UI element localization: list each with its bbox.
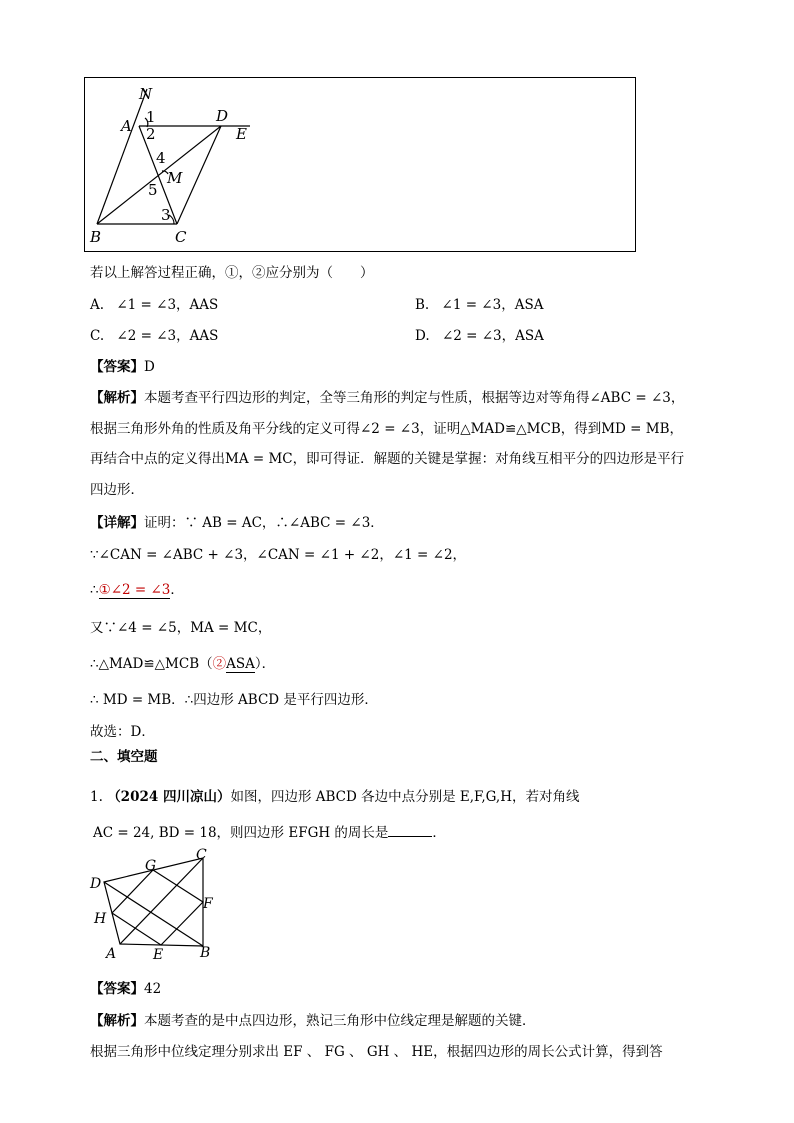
label-5: 5 [148, 181, 158, 199]
detail-1-blank-1: ①∠2 = ∠3 [98, 582, 171, 598]
analysis-1-line-4: 四边形． [90, 482, 144, 498]
detail-1-line-6: ∴ MD = MB．∴四边形 ABCD 是平行四边形． [90, 692, 378, 708]
detail-1-blank-2: ASA [226, 656, 255, 672]
label-a: A [121, 117, 132, 135]
label-a2: A [106, 946, 117, 962]
label-g2: G [145, 858, 157, 874]
section-2-title: 二、填空题 [90, 749, 158, 765]
problem-1-period: ． [432, 825, 446, 841]
label-n: N [139, 85, 153, 103]
problem-1-text-1: 如图，四边形 ABCD 各边中点分别是 E,F,G,H，若对角线 [230, 789, 580, 805]
option-a-text: ∠1 = ∠3，AAS [116, 297, 219, 313]
analysis-1-line-2: 根据三角形外角的性质及角平分线的定义可得∠2 = ∠3，证明△MAD≌△MCB，得到MD = MB， [90, 421, 684, 437]
detail-1-line-5 [90, 652, 275, 673]
analysis-2-line-1 [90, 1009, 536, 1029]
problem-1-text-2: AC = 24, BD = 18，则四边形 EFGH 的周长是 [93, 825, 389, 841]
option-a[interactable] [90, 293, 218, 313]
option-a-letter: A. [90, 297, 105, 313]
detail-1-close: ）． [254, 656, 276, 672]
detail-1-tag: 【详解】 [90, 515, 144, 531]
label-e: E [236, 125, 247, 143]
label-2: 2 [146, 125, 156, 143]
label-b2: B [200, 945, 211, 961]
diagonal-bd [104, 882, 203, 946]
label-4: 4 [156, 149, 166, 167]
answer-1-tag: 【答案】 [90, 359, 144, 375]
detail-1-congruence: ∴△MAD≌△MCB（ [90, 656, 213, 672]
option-b[interactable] [415, 293, 543, 313]
problem-1-line-1 [90, 785, 579, 805]
detail-1-period: ． [170, 582, 184, 598]
analysis-1-text-1: 本题考查平行四边形的判定，全等三角形的判定与性质，根据等边对等角得∠ABC = ∠3， [144, 390, 685, 406]
answer-2-value: 42 [144, 981, 162, 997]
label-c: C [175, 228, 187, 246]
analysis-1-tag: 【解析】 [90, 390, 144, 406]
answer-1 [90, 355, 155, 375]
detail-1-choose: 故选：D． [90, 724, 155, 740]
detail-1-line-1 [90, 511, 384, 531]
answer-2-tag: 【答案】 [90, 981, 144, 997]
analysis-2-line-2: 根据三角形中位线定理分别求出 EF 、 FG 、 GH 、 HE，根据四边形的周长公式计算，得到答 [90, 1044, 663, 1060]
analysis-2-tag: 【解析】 [90, 1013, 144, 1029]
label-b: B [90, 228, 102, 246]
answer-2 [90, 977, 161, 997]
option-d-text: ∠2 = ∠3，ASA [441, 328, 544, 344]
answer-1-value: D [144, 359, 155, 375]
option-b-text: ∠1 = ∠3，ASA [441, 297, 544, 313]
problem-1-line-2 [93, 821, 446, 841]
figure-1-diagram [84, 77, 636, 252]
analysis-2-text-1: 本题考查的是中点四边形，熟记三角形中位线定理是解题的关键． [144, 1013, 536, 1029]
analysis-1-line-3: 再结合中点的定义得出MA = MC，即可得证．解题的关键是掌握：对角线互相平分的四边形是平行 [90, 451, 685, 467]
option-d-letter: D. [415, 328, 430, 344]
option-b-letter: B. [415, 297, 430, 313]
label-c2: C [196, 847, 207, 863]
figure-2-diagram [86, 846, 226, 966]
detail-1-therefore: ∴ [90, 582, 99, 598]
option-c-text: ∠2 = ∠3，AAS [116, 328, 219, 344]
label-h2: H [94, 911, 107, 927]
label-d2: D [90, 876, 102, 892]
label-f2: F [203, 896, 213, 912]
detail-1-line-2: ∵∠CAN = ∠ABC + ∠3，∠CAN = ∠1 + ∠2，∠1 = ∠2， [90, 547, 467, 563]
option-d[interactable] [415, 324, 544, 344]
label-3: 3 [161, 206, 171, 224]
detail-1-text-1: 证明：∵ AB = AC，∴∠ABC = ∠3． [144, 515, 384, 531]
label-m: M [167, 169, 183, 187]
label-e2: E [153, 947, 164, 963]
option-c-letter: C. [90, 328, 105, 344]
problem-1-number: 1. [90, 789, 103, 805]
question-text: 若以上解答过程正确，①，②应分别为（ ） [90, 265, 374, 281]
line-dc [177, 126, 221, 224]
detail-1-blank-2-marker: ② [212, 656, 227, 672]
label-1: 1 [146, 108, 156, 126]
problem-1-source: （2024 四川凉山） [107, 789, 231, 805]
detail-1-line-4: 又∵∠4 = ∠5，MA = MC， [90, 620, 272, 636]
analysis-1-line-1 [90, 386, 684, 406]
quad-efgh [112, 870, 203, 945]
option-c[interactable] [90, 324, 218, 344]
answer-blank[interactable] [388, 822, 432, 837]
label-d: D [216, 107, 229, 125]
detail-1-line-3 [90, 578, 184, 599]
